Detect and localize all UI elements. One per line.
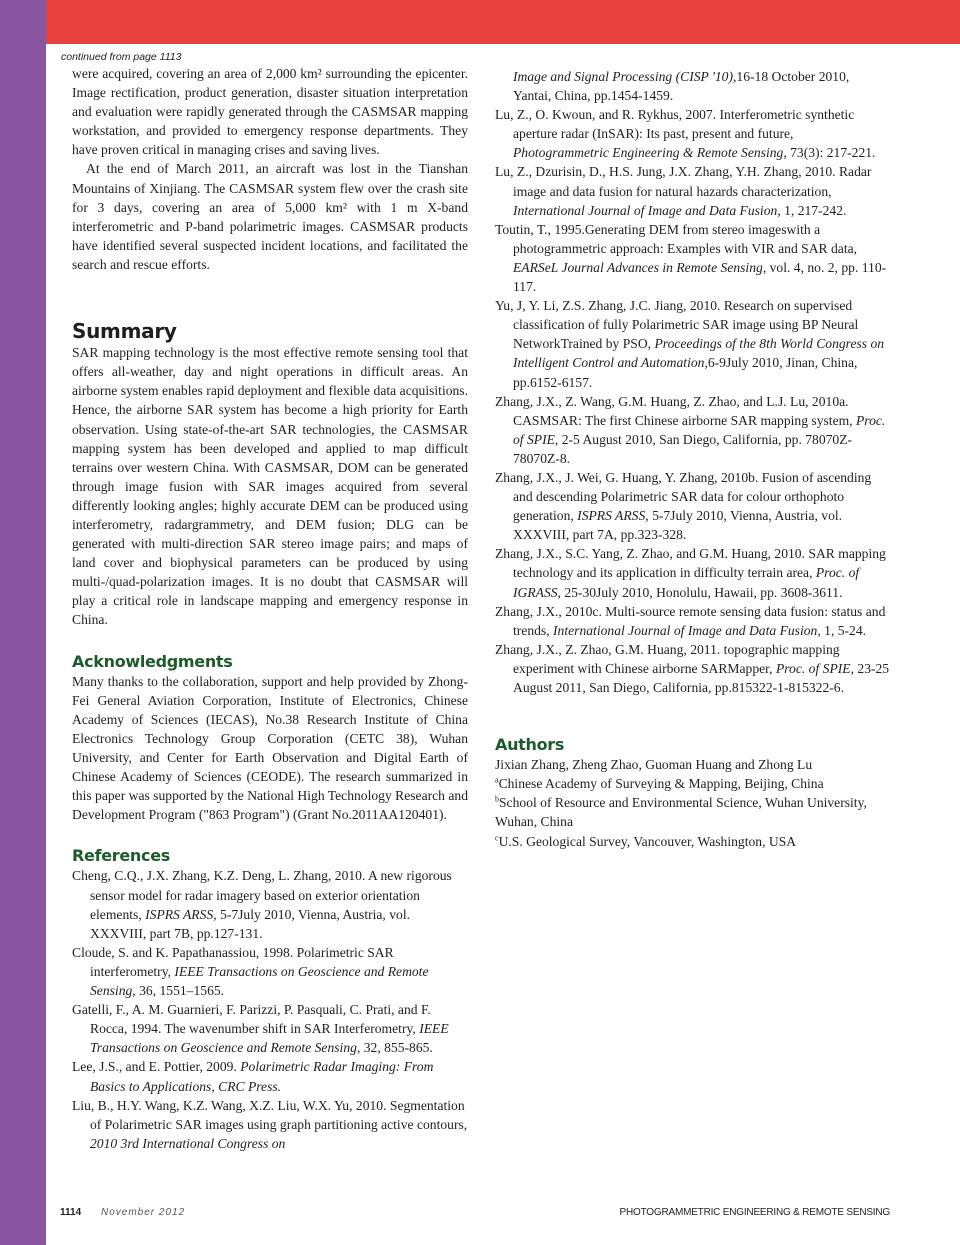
- issue-date: November 2012: [101, 1207, 186, 1218]
- reference-item: Toutin, T., 1995.Generating DEM from stereo imageswith a photogrammetric approach: Examples with VIR and SAR data, EARSeL Journal Advances in Remote Sensing, vol. 4, no. 2, pp. 110-117.: [495, 221, 887, 295]
- reference-item: Lee, J.S., and E. Pottier, 2009. Polarimetric Radar Imaging: From Basics to Applications, CRC Press.: [72, 1059, 434, 1094]
- body-paragraph: were acquired, covering an area of 2,000 km² surrounding the epicenter. Image rectification, product generation, disaster situation interpretation and evaluation were rapidly generated through the CASMSAR mapping workstation, and provided to emergency response departments. They have proven critical in managing crises and saving lives.: [72, 66, 468, 158]
- reference-item: Zhang, J.X., S.C. Yang, Z. Zhao, and G.M. Huang, 2010. SAR mapping technology and its application in difficulty terrain area, Proc. of IGRASS, 25-30July 2010, Honolulu, Hawaii, pp. 3608-3611.: [495, 546, 886, 600]
- reference-list: [72, 866, 468, 1152]
- header-color-bar: [0, 0, 960, 44]
- author-names: Jixian Zhang, Zheng Zhao, Guoman Huang and Zhong Lu: [495, 757, 813, 773]
- reference-item: Lu, Z., Dzurisin, D., H.S. Jung, J.X. Zhang, Y.H. Zhang, 2010. Radar image and data fusion for natural hazards characterization, International Journal of Image and Data Fusion, 1, 217-242.: [495, 164, 872, 218]
- continued-note: continued from page 1113: [61, 51, 182, 63]
- reference-item: Cheng, C.Q., J.X. Zhang, K.Z. Deng, L. Zhang, 2010. A new rigorous sensor model for radar imagery based on exterior orientation elements, ISPRS ARSS, 5-7July 2010, Vienna, Austria, vol. XXXVIII, part 7B, pp.127-131.: [72, 868, 452, 941]
- right-column: [495, 50, 890, 851]
- authors-heading: Authors: [495, 735, 565, 755]
- author-affiliation: $^b$School of Resource and Environmental Science, Wuhan University, Wuhan, China: [495, 794, 867, 830]
- author-affiliation: $^a$Chinese Academy of Surveying & Mapping, Beijing, China: [495, 775, 824, 792]
- summary-heading: Summary: [72, 319, 177, 344]
- acknowledgments-heading: Acknowledgments: [72, 651, 233, 671]
- references-heading: References: [72, 846, 170, 866]
- reference-item: Zhang, J.X., Z. Zhao, G.M. Huang, 2011. topographic mapping experiment with Chinese airborne SARMapper, Proc. of SPIE, 23-25 August 2011, San Diego, California, pp.815322-1-815322-6.: [495, 641, 890, 695]
- acknowledgments-text: Many thanks to the collaboration, support and help provided by Zhong-Fei General Aviation Corporation, Institute of Electronics, Chinese Academy of Sciences (IECAS), No.38 Research Institute of China Electronics Technology Group Corporation (CETC 38), Wuhan University, and Center for Earth Observation and Digital Earth of Chinese Academy of Sciences (CEODE). The research summarized in this paper was supported by the National High Technology Research and Development Program ("863 Program") (Grant No.2011AA120401).: [72, 673, 468, 823]
- left-column: [61, 50, 468, 1153]
- summary-text: SAR mapping technology is the most effective remote sensing tool that offers all-weather, day and night operations in difficult areas. An airborne system enables rapid deployment and flexible data acquisitions. Hence, the airborne SAR system has become a high priority for Earth observation. Using state-of-the-art SAR technologies, the CASMSAR mapping system has been developed and applied to map difficult terrains over western China. With CASMSAR, DOM can be generated through image fusion with SAR images acquired from several differently looking angles; highly accurate DEM can be produced using interferometry, radargrammetry, and DEM fusion; DLG can be generated with multi-direction SAR stereo image pairs; and maps of land cover and biophysical parameters can be produced by using multi-/quad-polarization images. It is no doubt that CASMSAR will play a critical role in landscape mapping and emergency response in China.: [72, 345, 468, 628]
- author-affiliation: $^c$U.S. Geological Survey, Vancouver, Washington, USA: [495, 833, 797, 849]
- reference-item: Zhang, J.X., Z. Wang, G.M. Huang, Z. Zhao, and L.J. Lu, 2010a. CASMSAR: The first Chinese airborne SAR mapping system, Proc. of SPIE, 2-5 August 2010, San Diego, California, pp. 78070Z-78070Z-8.: [495, 393, 886, 466]
- reference-item: Lu, Z., O. Kwoun, and R. Rykhus, 2007. Interferometric synthetic aperture radar (InSAR): Its past, present and future, Photogrammetric Engineering & Remote Sensing, 73(3): 217-221.: [495, 107, 876, 161]
- journal-name: PHOTOGRAMMETRIC ENGINEERING & REMOTE SENSING: [619, 1207, 890, 1218]
- side-color-bar: [0, 0, 46, 1245]
- reference-item: Liu, B., H.Y. Wang, K.Z. Wang, X.Z. Liu, W.X. Yu, 2010. Segmentation of Polarimetric SAR images using graph partitioning active contours, 2010 3rd International Congress on: [72, 1097, 468, 1151]
- page-number: 1114: [60, 1207, 82, 1218]
- body-paragraph: At the end of March 2011, an aircraft was lost in the Tianshan Mountains of Xinjiang. The CASMSAR system flew over the crash site for 3 days, covering an area of 5,000 km² with 1 m X-band interferometric and P-band polarimetric images. CASMSAR products have identified several suspected incident locations, and facilitated the search and rescue efforts.: [72, 161, 468, 272]
- reference-item: Gatelli, F., A. M. Guarnieri, F. Parizzi, P. Pasquali, C. Prati, and F. Rocca, 1994. The wavenumber shift in SAR Interferometry, IEEE Transactions on Geoscience and Remote Sensing, 32, 855-865.: [72, 1002, 449, 1056]
- reference-item-continued: Image and Signal Processing (CISP '10),16-18 October 2010, Yantai, China, pp.1454-1459.: [513, 69, 850, 104]
- reference-item: Zhang, J.X., 2010c. Multi-source remote sensing data fusion: status and trends, International Journal of Image and Data Fusion, 1, 5-24.: [495, 603, 886, 638]
- reference-item: Zhang, J.X., J. Wei, G. Huang, Y. Zhang, 2010b. Fusion of ascending and descending Polarimetric SAR data for colour orthophoto generation, ISPRS ARSS, 5-7July 2010, Vienna, Austria, vol. XXXVIII, part 7A, pp.323-328.: [495, 469, 872, 543]
- reference-item: Yu, J, Y. Li, Z.S. Zhang, J.C. Jiang, 2010. Research on supervised classification of fully Polarimetric SAR image using BP Neural NetworkTrained by PSO, Proceedings of the 8th World Congress on Intelligent Control and Automation,6-9July 2010, Jinan, China, pp.6152-6157.: [495, 298, 885, 390]
- reference-item: Cloude, S. and K. Papathanassiou, 1998. Polarimetric SAR interferometry, IEEE Transactions on Geoscience and Remote Sensing, 36, 1551–1565.: [72, 944, 429, 999]
